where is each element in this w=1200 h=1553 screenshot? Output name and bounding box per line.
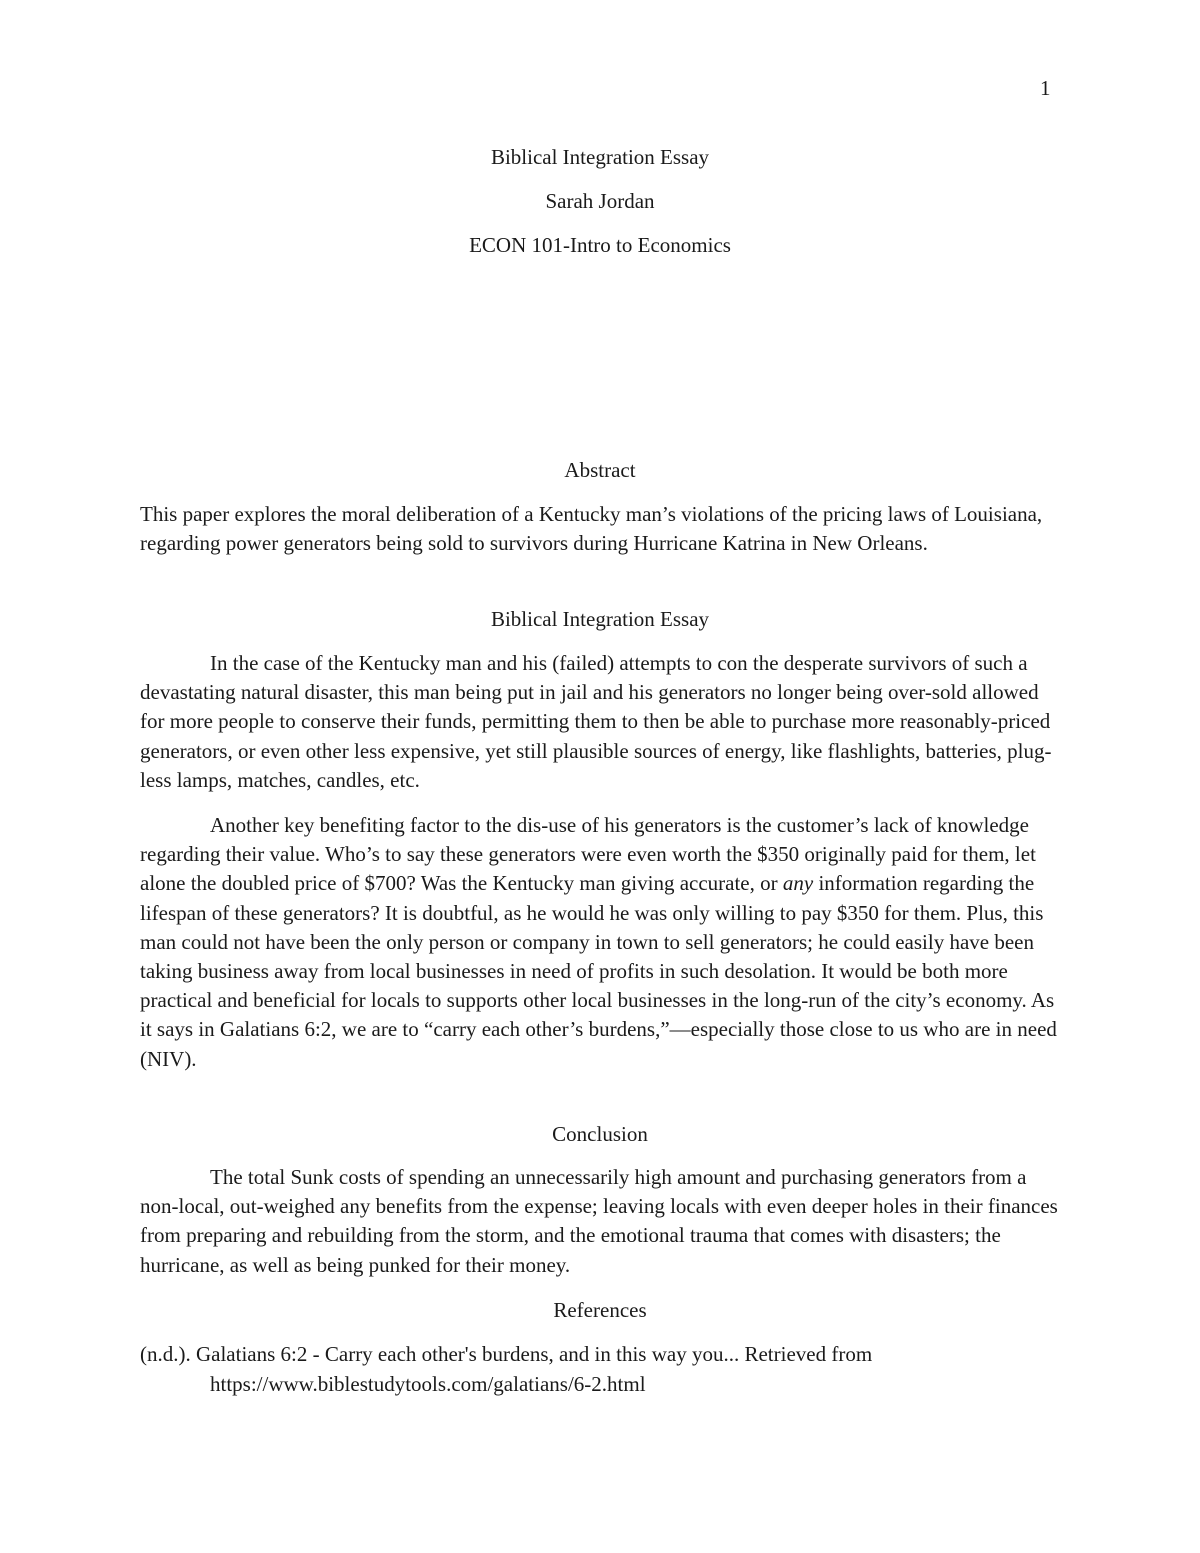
course-name: ECON 101-Intro to Economics (469, 233, 731, 257)
abstract-heading: Abstract (564, 458, 636, 482)
essay-heading: Biblical Integration Essay (490, 607, 710, 631)
essay-paragraph-2 (140, 811, 1065, 1074)
paragraph-2-text-before: Another key benefiting factor to the dis-use of his generators is the customer’s lack of knowledge regarding their value. Who’s to say these generators were even worth the $350 originally paid for them, let alone the doubled price of $700? Was the Kentucky man giving accurate, or (140, 813, 1036, 896)
conclusion-heading: Conclusion (552, 1122, 648, 1146)
essay-title: Biblical Integration Essay (490, 145, 710, 169)
paragraph-2-text-after: information regarding the lifespan of these generators? It is doubtful, as he would he was only willing to pay $350 for them. Plus, this man could not have been the only person or company in town to sell generators; he could easily have been taking business away from local businesses in need of profits in such desolation. It would be both more practical and beneficial for locals to supports other local businesses in the long-run of the city’s economy. As it says in Galatians 6:2, we are to “carry each other’s burdens,”—especially those close to us who are in need (NIV). (140, 871, 1057, 1071)
conclusion-text: The total Sunk costs of spending an unnecessarily high amount and purchasing generators from a non-local, out-weighed any benefits from the expense; leaving locals with even deeper holes in their finances from preparing and rebuilding from the storm, and the emotional trauma that comes with disasters; the hurricane, as well as being punked for their money. (140, 1165, 1058, 1277)
abstract-text: This paper explores the moral deliberation of a Kentucky man’s violations of the pricing laws of Louisiana, regarding power generators being sold to survivors during Hurricane Katrina in New Orleans. (140, 502, 1043, 556)
emphasis-any: any (782, 871, 814, 896)
essay-paragraph-1: In the case of the Kentucky man and his (failed) attempts to con the desperate survivors of such a devastating natural disaster, this man being put in jail and his generators no longer being over-sold allowed for more people to conserve their funds, permitting them to then be able to purchase more reasonably-priced generators, or even other less expensive, yet still plausible sources of energy, like flashlights, batteries, plug-less lamps, matches, candles, etc. (140, 651, 1052, 792)
page-number: 1 (1040, 76, 1051, 100)
reference-entry: (n.d.). Galatians 6:2 - Carry each other's burdens, and in this way you... Retrieved from https://www.biblestudytools.com/galatians/6-2.html (140, 1342, 873, 1396)
references-heading: References (553, 1298, 647, 1322)
title-page-block (140, 143, 1060, 275)
author-name: Sarah Jordan (545, 189, 655, 213)
